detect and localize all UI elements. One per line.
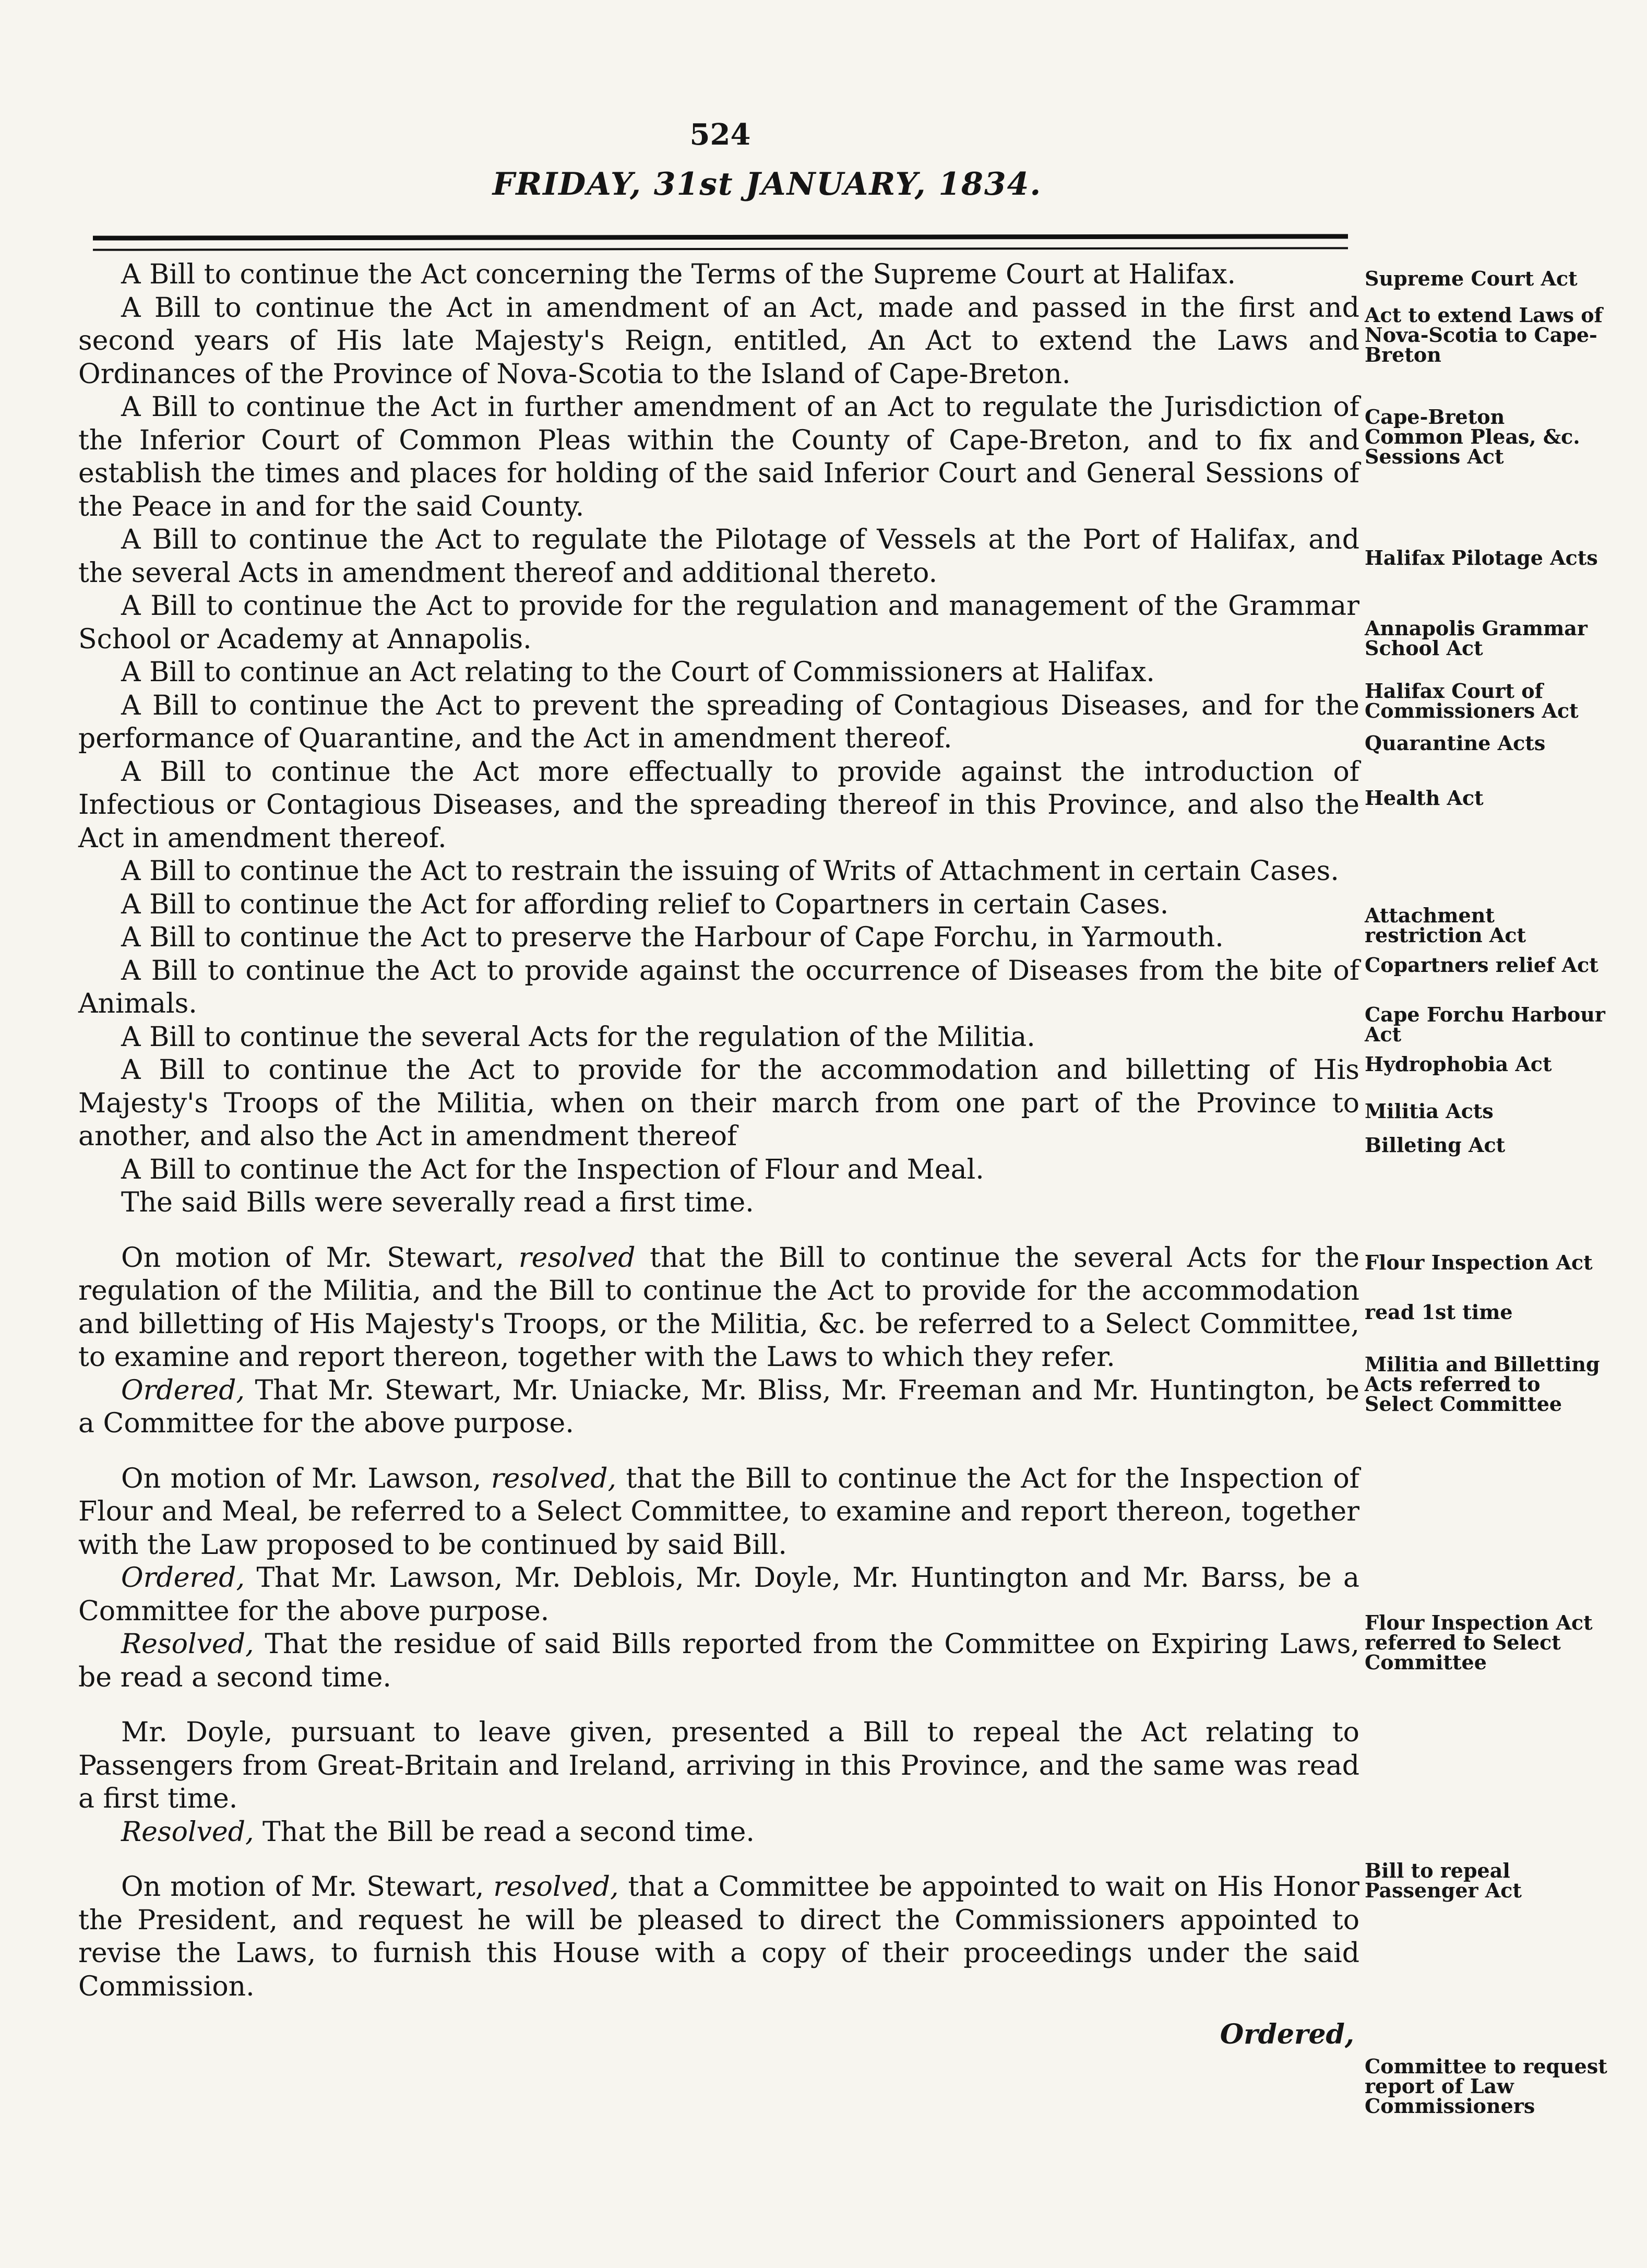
resolution-keyword: Resolved, bbox=[121, 1629, 254, 1660]
bill-militia: A Bill to continue the several Acts for the regulation of the Militia. bbox=[121, 1021, 1035, 1053]
note-annapolis-grammar: Annapolis Grammar School Act bbox=[1365, 616, 1588, 660]
motion-lead: On motion of Mr. Lawson, bbox=[121, 1463, 491, 1494]
note-attachment: Attachment restriction Act bbox=[1365, 904, 1526, 947]
bill-annapolis-grammar-school: A Bill to continue the Act to provide for the regulation and management of the Grammar School or Academy at Annapolis. bbox=[78, 590, 1359, 655]
note-law-commissioners: Committee to request report of Law Commissioners bbox=[1365, 2055, 1607, 2118]
note-flour-committee: Flour Inspection Act referred to Select Committee bbox=[1365, 1611, 1593, 1674]
journal-body bbox=[78, 258, 1359, 2051]
note-hydrophobia: Hydrophobia Act bbox=[1365, 1052, 1552, 1076]
bill-quarantine: A Bill to continue the Act to prevent the spreading of Contagious Diseases, and for the performance of Quarantine, and the Act in amendment thereof. bbox=[78, 690, 1359, 754]
header-rule bbox=[93, 234, 1348, 251]
note-militia: Militia Acts bbox=[1365, 1099, 1494, 1123]
motion-lawson-flour bbox=[78, 1463, 1359, 1562]
bill-supreme-court: A Bill to continue the Act concerning the Terms of the Supreme Court at Halifax. bbox=[121, 259, 1236, 290]
bill-court-of-commissioners: A Bill to continue an Act relating to the Court of Commissioners at Halifax. bbox=[121, 657, 1155, 688]
bill-copartners: A Bill to continue the Act for affording relief to Copartners in certain Cases. bbox=[121, 888, 1169, 920]
note-court-of-commissioners: Halifax Court of Commissioners Act bbox=[1365, 679, 1579, 722]
note-read-first-time: read 1st time bbox=[1365, 1300, 1513, 1324]
bill-billeting: A Bill to continue the Act to provide for the accommodation and billetting of His Majesty's Troops of the Militia, when on their march from one part of the Province to another, and also the Act in amendment thereof bbox=[78, 1054, 1359, 1152]
note-militia-billeting-committee: Militia and Billetting Acts referred to Select Committee bbox=[1365, 1352, 1600, 1416]
page-header-date: FRIDAY, 31st JANUARY, 1834. bbox=[492, 166, 1042, 203]
note-quarantine: Quarantine Acts bbox=[1365, 731, 1546, 755]
resolution-residue-bills bbox=[78, 1628, 1359, 1694]
bill-attachment: A Bill to continue the Act to restrain the issuing of Writs of Attachment in certain Cases. bbox=[121, 856, 1339, 887]
order-text: That Mr. Stewart, Mr. Uniacke, Mr. Bliss, Mr. Freeman and Mr. Huntington, be a Committee for the above purpose. bbox=[78, 1374, 1359, 1439]
note-cape-forchu: Cape Forchu Harbour Act bbox=[1365, 1003, 1605, 1046]
motion-stewart-militia bbox=[78, 1242, 1359, 1374]
note-cape-breton-laws: Act to extend Laws of Nova-Scotia to Cape-Breton bbox=[1365, 303, 1603, 366]
catchword: Ordered, bbox=[1220, 2018, 1354, 2050]
bill-halifax-pilotage: A Bill to continue the Act to regulate the Pilotage of Vessels at the Port of Halifax, and the several Acts in amendment thereof and additional thereto. bbox=[78, 524, 1359, 589]
motion-stewart-commissioners bbox=[78, 1871, 1359, 2003]
order-text: That Mr. Lawson, Mr. Deblois, Mr. Doyle, Mr. Huntington and Mr. Barss, be a Committee for the above purpose. bbox=[78, 1562, 1359, 1627]
motion-keyword: resolved bbox=[518, 1242, 636, 1274]
note-common-pleas: Cape-Breton Common Pleas, &c. Sessions Act bbox=[1365, 405, 1580, 468]
order-flour-committee bbox=[78, 1562, 1359, 1628]
motion-text: that a Committee be appointed to wait on His Honor the President, and request he will be pleased to direct the Commissioners appointed to revise the Laws, to furnish this House with a copy of their proceedings under the said Commission. bbox=[78, 1871, 1360, 2002]
note-halifax-pilotage: Halifax Pilotage Acts bbox=[1365, 546, 1598, 569]
order-keyword: Ordered, bbox=[121, 1562, 245, 1594]
doyle-passenger-bill: Mr. Doyle, pursuant to leave given, presented a Bill to repeal the Act relating to Passengers from Great-Britain and Ireland, arriving in this Province, and the same was read a first time. bbox=[78, 1717, 1359, 1814]
motion-keyword: resolved, bbox=[493, 1871, 619, 1903]
resolution-second-reading bbox=[78, 1816, 1359, 1849]
bill-cape-forchu: A Bill to continue the Act to preserve the Harbour of Cape Forchu, in Yarmouth. bbox=[121, 922, 1224, 953]
resolution-text: That the residue of said Bills reported from the Committee on Expiring Laws, be read a second time. bbox=[78, 1629, 1359, 1693]
note-copartners: Copartners relief Act bbox=[1365, 953, 1598, 977]
note-supreme-court: Supreme Court Act bbox=[1365, 267, 1578, 290]
bill-hydrophobia: A Bill to continue the Act to provide against the occurrence of Diseases from the bite of Animals. bbox=[78, 955, 1359, 1019]
note-health: Health Act bbox=[1365, 786, 1484, 810]
bill-flour-inspection: A Bill to continue the Act for the Inspection of Flour and Meal. bbox=[121, 1154, 984, 1185]
note-flour-inspection: Flour Inspection Act bbox=[1365, 1251, 1593, 1274]
order-keyword: Ordered, bbox=[121, 1374, 245, 1406]
resolution-text: That the Bill be read a second time. bbox=[254, 1816, 755, 1848]
page-number: 524 bbox=[689, 117, 751, 152]
bill-cape-breton-laws: A Bill to continue the Act in amendment of an Act, made and passed in the first and second years of His late Majesty's Reign, entitled, An Act to extend the Laws and Ordinances of the Province of Nova-Scotia to the Island of Cape-Breton. bbox=[78, 292, 1359, 390]
order-militia-committee bbox=[78, 1374, 1359, 1441]
bill-common-pleas: A Bill to continue the Act in further amendment of an Act to regulate the Jurisdiction of the Inferior Court of Common Pleas within the County of Cape-Breton, and to fix and establish the times and places for holding of the said Inferior Court and General Sessions of the Peace in and for the said County. bbox=[78, 391, 1359, 523]
motion-keyword: resolved, bbox=[491, 1463, 617, 1494]
motion-text: that the Bill to continue the Act for the Inspection of Flour and Meal, be referred to a Select Committee, to examine and report thereon, together with the Law proposed to be continued by said Bill. bbox=[78, 1463, 1360, 1561]
note-passenger-act: Bill to repeal Passenger Act bbox=[1365, 1859, 1522, 1902]
motion-lead: On motion of Mr. Stewart, bbox=[121, 1871, 494, 1903]
motion-text: that the Bill to continue the several Acts for the regulation of the Militia, and the Bill to continue the Act to provide for the accommodation and billetting of His Majesty's Troops, or the Militia, &c. be referred to a Select Committee, to examine and report thereon, together with the Laws to which they refer. bbox=[78, 1242, 1359, 1373]
bills-read-first-time: The said Bills were severally read a first time. bbox=[121, 1187, 754, 1218]
bill-health: A Bill to continue the Act more effectually to provide against the introduction of Infectious or Contagious Diseases, and the spreading thereof in this Province, and also the Act in amendment thereof. bbox=[78, 756, 1359, 854]
motion-lead: On motion of Mr. Stewart, bbox=[121, 1242, 519, 1274]
resolution-keyword: Resolved, bbox=[121, 1816, 254, 1848]
note-billeting: Billeting Act bbox=[1365, 1133, 1506, 1157]
